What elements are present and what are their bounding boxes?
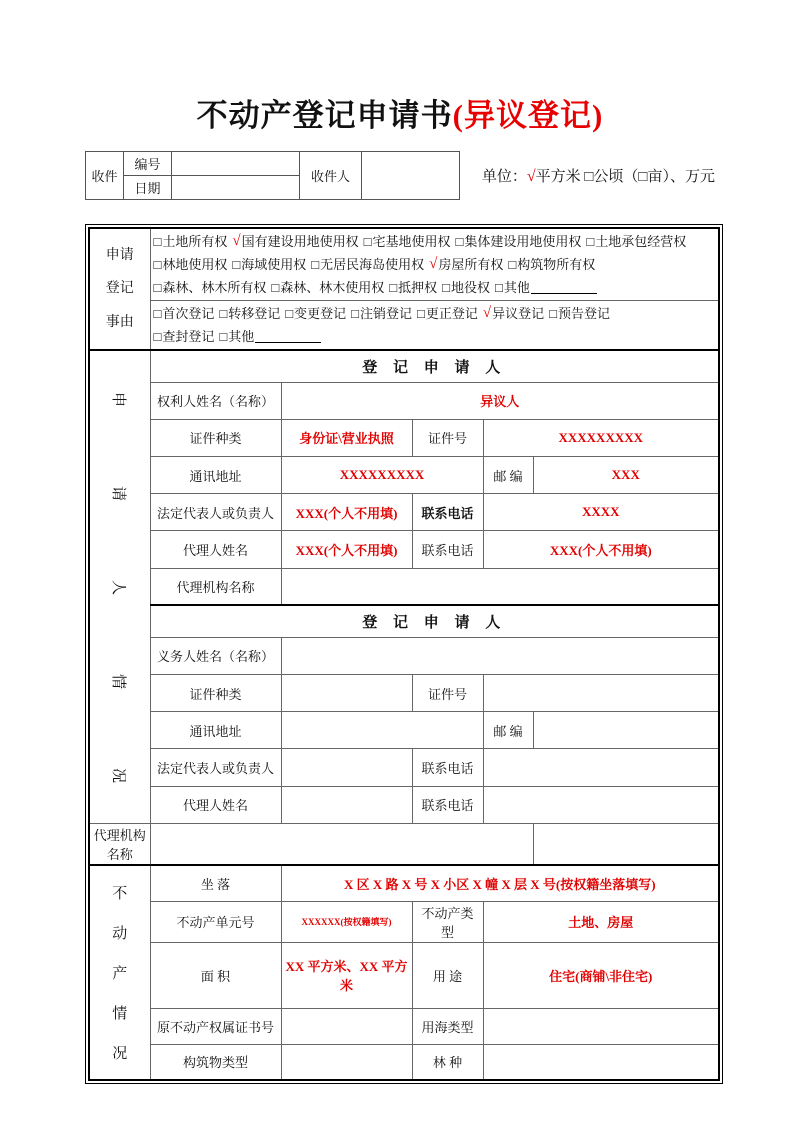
obligor-agent-name-label: 代理人姓名 — [150, 786, 281, 823]
checkbox-label: 转移登记 — [228, 306, 281, 321]
checkbox-label: 更正登记 — [425, 306, 478, 321]
unit-no-label: 不动产单元号 — [150, 901, 281, 942]
checkbox-label: 变更登记 — [294, 306, 347, 321]
checkbox-icon: □ — [219, 306, 228, 321]
checkbox-label: 地役权 — [450, 280, 490, 295]
obligor-name-label: 义务人姓名（名称） — [150, 637, 281, 674]
checkbox-label: 海域使用权 — [241, 257, 307, 272]
checkbox-icon: □ — [455, 234, 464, 249]
property-type-value[interactable]: 土地、房屋 — [483, 901, 719, 942]
postcode-label: 邮 编 — [483, 456, 533, 493]
checkbox-icon: □ — [549, 306, 557, 321]
checkbox-item[interactable] — [311, 253, 424, 276]
obligor-agent-name-value[interactable] — [281, 786, 412, 823]
checkbox-icon: □ — [442, 280, 450, 295]
checkbox-label: 森林、林木使用权 — [280, 280, 385, 295]
checkbox-item[interactable] — [495, 276, 597, 299]
location-label: 坐 落 — [150, 865, 281, 901]
obligor-phone-label: 联系电话 — [412, 749, 483, 786]
vertical-label-char: 申 — [110, 391, 127, 407]
receipt-no-input[interactable] — [172, 152, 300, 176]
obligor-address-value[interactable] — [281, 712, 483, 749]
structure-type-label: 构筑物类型 — [150, 1044, 281, 1080]
checkbox-label: 异议登记 — [492, 306, 545, 321]
address-label: 通讯地址 — [150, 456, 281, 493]
old-cert-no-value[interactable] — [281, 1008, 412, 1044]
checkbox-icon: □ — [417, 306, 425, 321]
main-form-table-frame — [85, 224, 723, 1084]
checkbox-item[interactable] — [154, 253, 228, 276]
checkbox-label: 宅基地使用权 — [372, 234, 451, 249]
obligor-legal-rep-value[interactable] — [281, 749, 412, 786]
agent-name-value[interactable]: XXX(个人不用填) — [281, 531, 412, 568]
agent-phone-value[interactable]: XXX(个人不用填) — [483, 531, 719, 568]
vertical-label-char: 况 — [110, 767, 127, 783]
agency-name-value[interactable] — [281, 568, 719, 605]
obligor-legal-rep-label: 法定代表人或负责人 — [150, 749, 281, 786]
unit-note — [482, 165, 717, 186]
checkbox-label: 无居民海岛使用权 — [320, 257, 425, 272]
checkbox-label: 森林、林木所有权 — [162, 280, 267, 295]
checkbox-label: 首次登记 — [162, 306, 215, 321]
receipt-date-input[interactable] — [172, 176, 300, 200]
checkbox-icon: □ — [285, 306, 294, 321]
vertical-label-char: 情 — [110, 673, 127, 689]
checkbox-item-checked[interactable] — [232, 230, 358, 253]
unit-prefix: 单位： — [481, 169, 527, 185]
old-cert-no-label: 原不动产权属证书号 — [150, 1008, 281, 1044]
applicant1-header: 登 记 申 请 人 — [150, 350, 719, 382]
checkbox-item[interactable] — [389, 276, 437, 299]
vertical-label-char: 人 — [110, 579, 127, 595]
checkbox-label: 抵押权 — [398, 280, 438, 295]
checkbox-icon: □ — [586, 234, 595, 249]
checkbox-icon: □ — [311, 257, 320, 272]
checkbox-label: 预告登记 — [557, 306, 610, 321]
registration-type-checkbox-group — [150, 301, 719, 351]
checkbox-item[interactable] — [154, 276, 267, 299]
checkbox-item[interactable] — [508, 253, 595, 276]
checkbox-item[interactable] — [456, 230, 582, 253]
receipt-label: 收件 — [86, 152, 124, 200]
checkbox-icon: □ — [495, 280, 503, 295]
checkbox-item[interactable] — [417, 302, 478, 325]
checkbox-label: 土地所有权 — [162, 234, 228, 249]
reason-label-line: 事由 — [105, 314, 134, 330]
checkbox-icon: □ — [389, 280, 398, 295]
checkbox-item[interactable] — [586, 230, 686, 253]
checkbox-label: 其他 — [503, 280, 530, 295]
structure-type-value[interactable] — [281, 1044, 412, 1080]
obligor-agency-name-label: 代理机构名称 — [89, 824, 150, 866]
obligor-cert-no-value[interactable] — [483, 675, 719, 712]
vertical-label-char: 情 — [112, 1006, 128, 1022]
checkbox-item[interactable] — [154, 230, 228, 253]
usage-value[interactable]: 住宅(商铺\非住宅) — [483, 942, 719, 1008]
checkbox-item[interactable] — [442, 276, 490, 299]
checkbox-icon: □ — [351, 306, 359, 321]
phone-value[interactable]: XXXX — [483, 494, 719, 531]
forest-type-value[interactable] — [483, 1044, 719, 1080]
sea-use-type-label: 用海类型 — [412, 1008, 483, 1044]
cert-no-label: 证件号 — [412, 419, 483, 456]
receipt-date-label: 日期 — [124, 176, 172, 200]
checkbox-item[interactable] — [351, 302, 412, 325]
reason-label-line: 申请 — [105, 248, 134, 264]
agency-name-label: 代理机构名称 — [150, 568, 281, 605]
postcode-value[interactable]: XXX — [533, 456, 719, 493]
unit-no-value[interactable]: XXXXXX(按权籍填写) — [281, 901, 412, 942]
checkbox-item[interactable] — [271, 276, 384, 299]
checkbox-label: 其他 — [228, 329, 255, 344]
area-label: 面 积 — [150, 942, 281, 1008]
obligor-cert-type-label: 证件种类 — [150, 675, 281, 712]
checkbox-label: 注销登记 — [359, 306, 412, 321]
property-type-label: 不动产类型 — [412, 901, 483, 942]
obligor-address-label: 通讯地址 — [150, 712, 281, 749]
obligor-agent-phone-value[interactable] — [483, 786, 719, 823]
checkbox-item-checked[interactable] — [483, 302, 544, 325]
cert-type-label: 证件种类 — [150, 419, 281, 456]
agent-phone-label: 联系电话 — [412, 531, 483, 568]
receipt-table — [85, 151, 460, 200]
checkbox-item[interactable] — [219, 325, 321, 348]
checkbox-icon: □ — [153, 329, 162, 344]
checkbox-item-checked[interactable] — [429, 253, 503, 276]
header-row — [85, 151, 717, 200]
checkbox-item[interactable] — [285, 302, 346, 325]
checkbox-item[interactable] — [154, 325, 215, 348]
checkbox-icon: □ — [232, 257, 241, 272]
forest-type-label: 林 种 — [412, 1044, 483, 1080]
main-form-table — [88, 227, 720, 1081]
cert-type-value[interactable]: 身份证\营业执照 — [281, 419, 412, 456]
recipient-input[interactable] — [362, 152, 460, 200]
checkbox-label: 构筑物所有权 — [517, 257, 596, 272]
obligor-agency-name-value[interactable] — [150, 824, 533, 866]
reason-label-line: 登记 — [105, 281, 134, 297]
rights-checkbox-group — [150, 228, 719, 301]
checkbox-icon: □ — [153, 234, 162, 249]
obligor-postcode-label: 邮 编 — [483, 712, 533, 749]
rightholder-name-label: 权利人姓名（名称） — [150, 382, 281, 419]
rightholder-name-value[interactable]: 异议人 — [281, 382, 719, 419]
unit-option-hectare: □公顷（□亩）、万元 — [584, 169, 715, 185]
cert-no-value[interactable]: XXXXXXXXX — [483, 419, 719, 456]
check-icon: √ — [526, 168, 536, 185]
blank-underline[interactable] — [531, 281, 597, 294]
checkbox-item[interactable] — [364, 230, 451, 253]
usage-label: 用 途 — [412, 942, 483, 1008]
checkbox-icon: □ — [153, 306, 162, 321]
checkbox-icon: □ — [153, 280, 162, 295]
checkbox-label: 查封登记 — [162, 329, 215, 344]
checkbox-item[interactable] — [219, 302, 280, 325]
agent-name-label: 代理人姓名 — [150, 531, 281, 568]
title-main: 不动产登记申请书 — [196, 98, 453, 133]
check-icon: √ — [482, 305, 492, 321]
checkbox-label: 国有建设用地使用权 — [241, 234, 359, 249]
vertical-label-char: 产 — [112, 966, 128, 982]
legal-rep-value[interactable]: XXX(个人不用填) — [281, 494, 412, 531]
property-section-label — [89, 865, 150, 1080]
checkbox-icon: □ — [508, 257, 517, 272]
applicant2-header: 登 记 申 请 人 — [150, 605, 719, 637]
obligor-name-value[interactable] — [281, 637, 719, 674]
unit-option-sqm: 平方米 — [535, 169, 585, 185]
applicant-section-label — [89, 350, 150, 824]
obligor-agent-phone-label: 联系电话 — [412, 786, 483, 823]
vertical-label-char: 况 — [112, 1046, 128, 1062]
receipt-no-label: 编号 — [124, 152, 172, 176]
obligor-postcode-value[interactable] — [533, 712, 719, 749]
checkbox-icon: □ — [271, 280, 280, 295]
obligor-cert-type-value[interactable] — [281, 675, 412, 712]
page-title — [0, 0, 800, 135]
vertical-label-char: 请 — [110, 485, 127, 501]
recipient-label: 收件人 — [300, 152, 362, 200]
obligor-cert-no-label: 证件号 — [412, 675, 483, 712]
vertical-label-char: 动 — [112, 926, 128, 942]
location-value[interactable]: X 区 X 路 X 号 X 小区 X 幢 X 层 X 号(按权籍坐落填写) — [281, 865, 719, 901]
checkbox-icon: □ — [363, 234, 372, 249]
checkbox-label: 集体建设用地使用权 — [464, 234, 582, 249]
vertical-label-char: 不 — [112, 886, 128, 902]
reason-section-label — [89, 228, 150, 350]
legal-rep-label: 法定代表人或负责人 — [150, 494, 281, 531]
sea-use-type-value[interactable] — [483, 1008, 719, 1044]
checkbox-icon: □ — [153, 257, 162, 272]
checkbox-label: 林地使用权 — [162, 257, 228, 272]
checkbox-item[interactable] — [232, 253, 306, 276]
check-icon: √ — [429, 256, 438, 272]
address-value[interactable]: XXXXXXXXX — [281, 456, 483, 493]
phone-label: 联系电话 — [412, 494, 483, 531]
checkbox-icon: □ — [219, 329, 228, 344]
obligor-phone-value[interactable] — [483, 749, 719, 786]
title-sub: (异议登记) — [452, 98, 604, 133]
blank-underline[interactable] — [255, 330, 321, 343]
checkbox-label: 土地承包经营权 — [595, 234, 687, 249]
check-icon: √ — [232, 233, 241, 249]
checkbox-item[interactable] — [154, 302, 215, 325]
area-value[interactable]: XX 平方米、XX 平方米 — [281, 942, 412, 1008]
checkbox-label: 房屋所有权 — [438, 257, 504, 272]
checkbox-item[interactable] — [549, 302, 610, 325]
